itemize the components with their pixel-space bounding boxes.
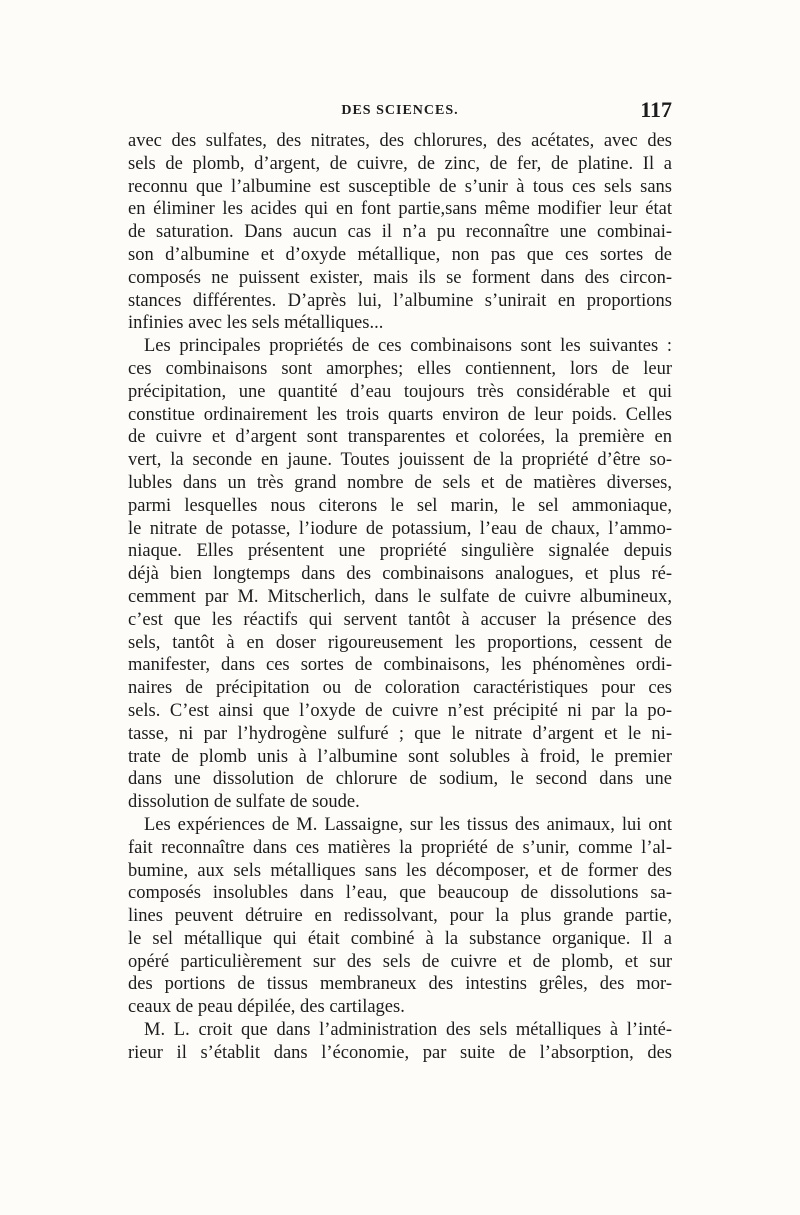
text-line: dans une dissolution de chlorure de sodium, le second dans une [128,769,672,790]
text-line: lubles dans un très grand nombre de sels et de matières diverses, [128,472,672,493]
paragraph-start-line: M. L. croit que dans l’administration des sels métalliques à l’inté- [144,1020,672,1041]
paragraph-start-line: Les expériences de M. Lassaigne, sur les tissus des animaux, lui ont [144,814,672,835]
text-line: composés ne puissent exister, mais ils se forment dans des circon- [128,267,672,288]
running-head [128,97,672,127]
text-line: le nitrate de potasse, l’iodure de potassium, l’eau de chaux, l’ammo- [128,518,672,539]
text-line: niaque. Elles présentent une propriété singulière signalée depuis [128,541,672,562]
text-line: sels. C’est ainsi que l’oxyde de cuivre n’est précipité ni par la po- [128,700,672,721]
text-line: son d’albumine et d’oxyde métallique, non pas que ces sortes de [128,244,672,265]
text-line: parmi lesquelles nous citerons le sel marin, le sel ammoniaque, [128,495,672,516]
text-line: vert, la seconde en jaune. Toutes jouissent de la propriété d’être so- [128,450,672,471]
text-line: stances différentes. D’après lui, l’albumine s’unirait en proportions [128,290,672,311]
text-line: c’est que les réactifs qui servent tantôt à accuser la présence des [128,609,672,630]
text-line: manifester, dans ces sortes de combinaisons, les phénomènes ordi- [128,655,672,676]
page-number: 117 [640,97,672,122]
text-line: le sel métallique qui était combiné à la substance organique. Il a [128,928,672,949]
paragraph-start-line: Les principales propriétés de ces combinaisons sont les suivantes : [144,336,672,357]
text-line: ces combinaisons sont amorphes; elles contiennent, lors de leur [128,358,672,379]
text-line: lines peuvent détruire en redissolvant, pour la plus grande partie, [128,906,672,927]
text-line: naires de précipitation ou de coloration caractéristiques pour ces [128,678,672,699]
text-line: déjà bien longtemps dans des combinaisons analogues, et plus ré- [128,564,672,585]
text-line: en éliminer les acides qui en font partie,sans même modifier leur état [128,199,672,220]
text-line: des portions de tissus membraneux des intestins grêles, des mor- [128,974,672,995]
text-line: ceaux de peau dépilée, des cartilages. [128,997,405,1018]
text-line: trate de plomb unis à l’albumine sont solubles à froid, le premier [128,746,672,767]
text-line: de cuivre et d’argent sont transparentes et colorées, la première en [128,427,672,448]
text-line: constitue ordinairement les trois quarts environ de leur poids. Celles [128,404,672,425]
running-title: DES SCIENCES. [341,103,459,118]
text-line: bumine, aux sels métalliques sans les décomposer, et de former des [128,860,672,881]
text-line: composés insolubles dans l’eau, que beaucoup de dissolutions sa- [128,883,672,904]
text-line: cemment par M. Mitscherlich, dans le sulfate de cuivre albumineux, [128,586,672,607]
text-line: fait reconnaître dans ces matières la propriété de s’unir, comme l’al- [128,837,672,858]
text-line: rieur il s’établit dans l’économie, par suite de l’absorption, des [128,1042,672,1063]
text-line: infinies avec les sels métalliques... [128,313,384,334]
text-line: tasse, ni par l’hydrogène sulfuré ; que le nitrate d’argent et le ni- [128,723,672,744]
text-line: précipitation, une quantité d’eau toujours très considérable et qui [128,381,672,402]
text-line: avec des sulfates, des nitrates, des chlorures, des acétates, avec des [128,131,672,151]
text-line: sels, tantôt à en doser rigoureusement les proportions, cessent de [128,632,672,653]
text-line: de saturation. Dans aucun cas il n’a pu reconnaître une combinai- [128,222,672,243]
body-text [128,130,672,1065]
text-line: reconnu que l’albumine est susceptible de s’unir à tous ces sels sans [128,176,672,197]
text-line: dissolution de sulfate de soude. [128,792,360,813]
text-line: opéré particulièrement sur des sels de cuivre et de plomb, et sur [128,951,672,972]
text-line: sels de plomb, d’argent, de cuivre, de zinc, de fer, de platine. Il a [128,153,672,174]
